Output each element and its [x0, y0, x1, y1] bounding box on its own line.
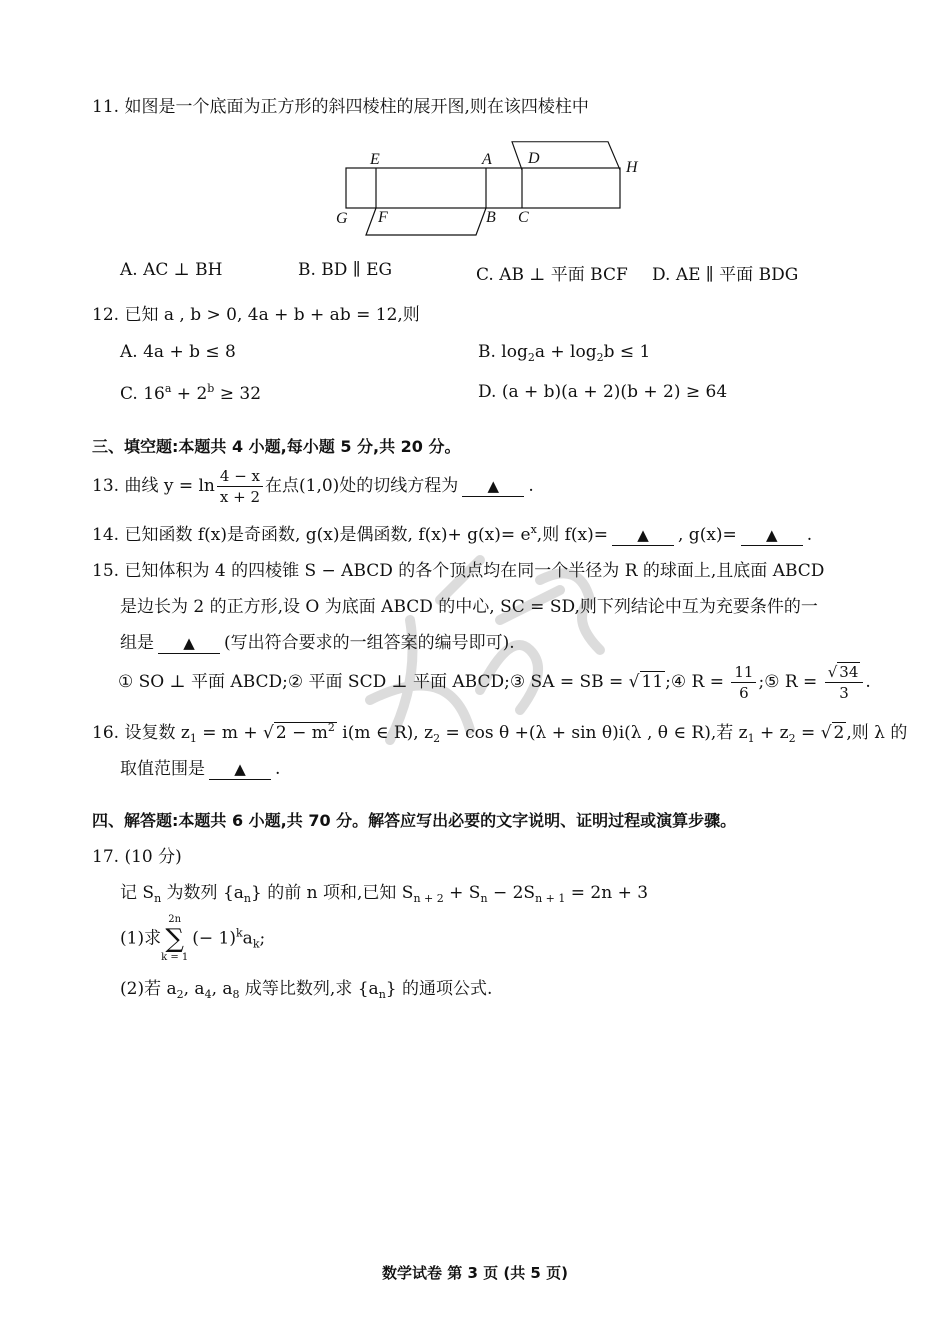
label-b: B [486, 209, 496, 226]
section-4-heading: 四、解答题:本题共 6 小题,共 70 分。解答应写出必要的文字说明、证明过程或演算步骤。 [92, 811, 737, 830]
q16-line-2: 取值范围是 ▲ . [120, 759, 281, 779]
label-h: H [626, 159, 638, 176]
q17-part-2: (2)若 $a_2$, $a_4$, $a_8$ 成等比数列,求 $\{a_n\}$ 的通项公式. [120, 979, 493, 1001]
page-footer: 数学试卷 第 3 页 (共 5 页) [382, 1264, 568, 1282]
q13-fraction: $\frac{4 - x}{x + 2}$ [217, 466, 263, 507]
q15-line-2: 是边长为 2 的正方形,设 O 为底面 ABCD 的中心, SC = SD,则下列结论中互为充要条件的一 [120, 597, 818, 617]
q11-option-a: A. AC ⊥ BH [120, 260, 223, 280]
q15-line-3: 组是 ▲ (写出符合要求的一组答案的编号即可). [120, 633, 515, 653]
section-3-heading: 三、填空题:本题共 4 小题,每小题 5 分,共 20 分。 [92, 437, 461, 456]
q15-blank: ▲ [158, 633, 220, 654]
q12-option-a: A. 4a + b ≤ 8 [120, 342, 236, 362]
q14-blank-1: ▲ [612, 525, 674, 546]
q11-option-d: D. AE ∥ 平面 BDG [652, 265, 799, 285]
q15-options: ① SO ⊥ 平面 ABCD;② 平面 SCD ⊥ 平面 ABCD;③ SA = SB = √ 11 ;④ R = $\frac{11}{6}$ ;⑤ R = $\frac{√ 34}{3}$ . [118, 663, 871, 702]
q17-heading: 17. (10 分) [92, 847, 182, 867]
label-f: F [378, 209, 388, 226]
q14-blank-2: ▲ [741, 525, 803, 546]
q11-option-b: B. BD ∥ EG [298, 260, 393, 280]
q17-part-1: (1)求 2n ∑ k = 1 (− $1)^ka_k$; [120, 914, 266, 963]
q16-blank: ▲ [209, 759, 271, 780]
label-a: A [482, 151, 492, 168]
q13: 13. 曲线 y = ln $\frac{4 - x}{x + 2}$ 在点(1,0)处的切线方程为 ▲ . [92, 467, 534, 506]
q13-blank: ▲ [462, 476, 524, 497]
q17-statement: 记 $S_n$ 为数列 $\{a_n\}$ 的前 n 项和,已知 $S_{n + 2} + S_n - 2S_{n + 1} = 2n + 3$ [120, 883, 649, 905]
q15-line-1: 15. 已知体积为 4 的四棱锥 S − ABCD 的各个顶点均在同一个半径为 R 的球面上,且底面 ABCD [92, 561, 825, 581]
q16-line-1: 16. 设复数 $z_1 = m$ + √ $2 - m^2$ i(m ∈ R), $z_2 = \cos \theta +(\lambda + \sin \theta)i(\lambda$ , θ ∈ R),若 $z_1 + z_2$ = √ 2 ,则 λ 的 [92, 721, 908, 745]
q12-option-d: D. (a + b)(a + 2)(b + 2) ≥ 64 [478, 382, 728, 402]
label-g: G [336, 210, 348, 227]
q12-stem: 12. 已知 a , b > 0, 4a + b + ab = 12,则 [92, 305, 420, 325]
label-c: C [518, 209, 529, 226]
q12-option-c: C. $16^a + 2^b \ge 32$ [120, 382, 262, 404]
label-d: D [528, 150, 540, 167]
summation: 2n ∑ k = 1 [161, 914, 189, 963]
q14: 14. 已知函数 f(x)是奇函数, g(x)是偶函数, $f(x)+ g(x)= e^x$,则 f(x)= ▲ , g(x)= ▲ . [92, 523, 813, 545]
label-e: E [370, 151, 380, 168]
q12-option-b: B. $\log_2a + \log_2b \le 1$ [478, 342, 651, 364]
q11-stem: 11. 如图是一个底面为正方形的斜四棱柱的展开图,则在该四棱柱中 [92, 97, 589, 117]
net-main-rect [346, 168, 620, 208]
prism-net-diagram [330, 140, 660, 240]
q11-option-c: C. AB ⊥ 平面 BCF [476, 265, 628, 285]
